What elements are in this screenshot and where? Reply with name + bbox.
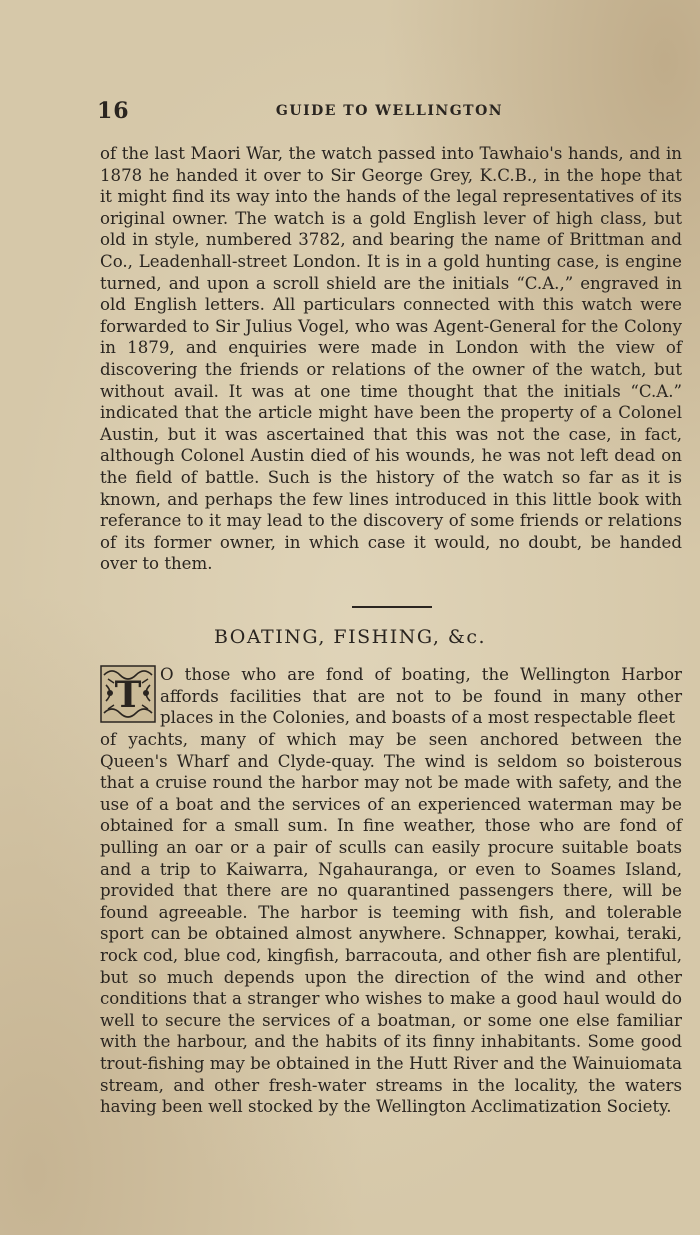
page-number: 16: [97, 98, 130, 124]
boating-paragraph-body: of yachts, many of which may be seen anchored between the Queen's Wharf and Clyde-quay. The wind is seldom so boisterous that a cruise round the harbor may not be made with safety, and the use of a boat and the services of an experienced waterman may be obtained for a small sum. In fine weather, those who are fond of pulling an oar or a pair of sculls can easily procure suitable boats and a trip to Kaiwarra, Ngahauranga, or even to Soames Island, provided that there are no quarantined passengers there, will be found agreeable. The harbor is teeming with fish, and tolerable sport can be obtained almost anywhere. Schnapper, kowhai, teraki, rock cod, blue cod, kingfish, barracouta, and other fish are plentiful, but so much depends upon the direction of the wind and other conditions that a stranger who wishes to make a good haul would do well to secure the services of a boatman, or some one else familiar with the harbour, and the habits of its finny inhabitants. Some good trout-fishing may be obtained in the Hutt River and the Wainuiomata stream, and other fresh-water streams in the locality, the waters having been well stocked by the Wellington Acclimatization Society.: [100, 730, 682, 1117]
section-title: BOATING, FISHING, &c.: [213, 626, 487, 648]
drop-cap-ornament-icon: [100, 665, 156, 723]
running-title: GUIDE TO WELLINGTON: [275, 103, 504, 119]
boating-paragraph-opening: O those who are fond of boating, the Wellington Harbor affords facilities that are not to be found in many other places in the Colonies, and boasts of a most respectable fleet: [160, 665, 682, 728]
page-header: [97, 98, 682, 128]
drop-cap-letter: T: [114, 674, 142, 716]
section-divider: [352, 606, 432, 608]
ornamental-drop-cap: [100, 665, 156, 723]
watch-paragraph: of the last Maori War, the watch passed into Tawhaio's hands, and in 1878 he handed it over to Sir George Grey, K.C.B., in the hope that it might find its way into the hands of the legal representatives of its original owner. The watch is a gold English lever of high class, but old in style, numbered 3782, and bearing the name of Brittman and Co., Leadenhall-street London. It is in a gold hunting case, is engine turned, and upon a scroll shield are the initials “C.A.,” engraved in old English letters. All particulars connected with this watch were forwarded to Sir Julius Vogel, who was Agent-General for the Colony in 1879, and enquiries were made in London with the view of discovering the friends or relations of the owner of the watch, but without avail. It was at one time thought that the initials “C.A.” indicated that the article might have been the property of a Colonel Austin, but it was ascertained that this was not the case, in fact, although Colonel Austin died of his wounds, he was not left dead on the field of battle. Such is the history of the watch so far as it is known, and perhaps the few lines introduced in this little book with referance to it may lead to the discovery of some friends or relations of its former owner, in which case it would, no doubt, be handed over to them.: [100, 144, 682, 574]
